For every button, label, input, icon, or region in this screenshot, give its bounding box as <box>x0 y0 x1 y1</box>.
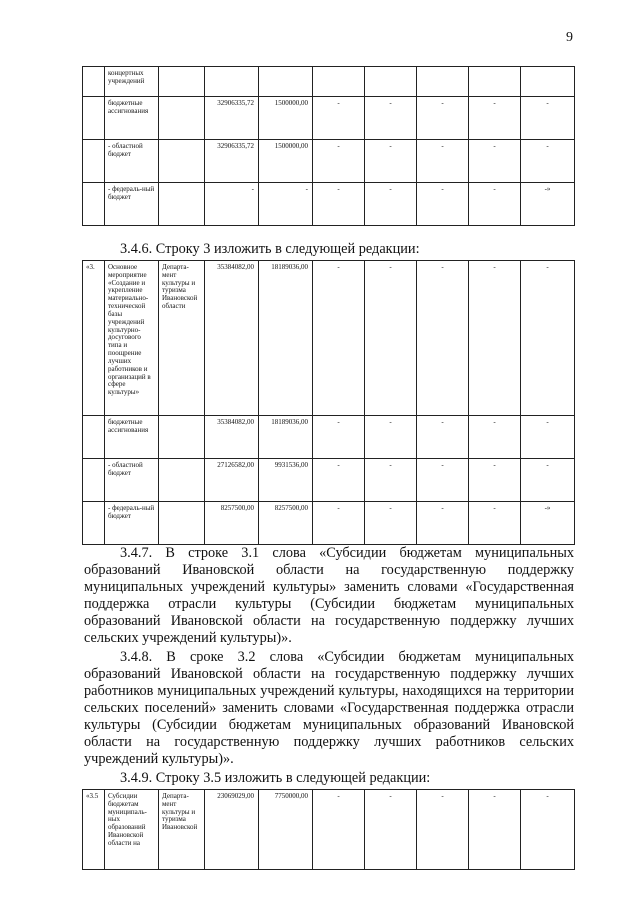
table-row <box>83 502 575 545</box>
year-value-cell: - <box>469 502 521 545</box>
year-value-cell: - <box>365 140 417 183</box>
year-value-cell: - <box>365 416 417 459</box>
year-value-cell: - <box>365 261 417 416</box>
year-value-cell: - <box>469 261 521 416</box>
total-amount-cell <box>205 67 259 97</box>
year-value-cell: - <box>417 261 469 416</box>
year-value-cell: - <box>365 183 417 226</box>
total-amount-cell: 32906335,72 <box>205 140 259 183</box>
year-value-cell: - <box>417 459 469 502</box>
year-value-cell: - <box>521 416 575 459</box>
item-name-cell: - федераль-ный бюджет <box>105 183 159 226</box>
paragraph-3-4-7-text: 3.4.7. В строке 3.1 слова «Субсидии бюджетам муниципальных образований Ивановской области на государственную поддержку муниципальных учреждений культуры» заменить словами «Государственная поддержка отрасли культуры (Субсидии бюджетам муниципальных образований Ивановской области на государственную поддержку лучших сельских учреждений культуры)». <box>84 545 574 646</box>
executor-cell <box>159 459 205 502</box>
year-value-cell: - <box>313 140 365 183</box>
year-value-cell: - <box>469 790 521 870</box>
year-value-cell: - <box>417 97 469 140</box>
year-value-cell <box>521 67 575 97</box>
item-name-cell: бюджетные ассигнования <box>105 416 159 459</box>
paragraph-3-4-8 <box>84 649 574 768</box>
year-amount-cell: 9931536,00 <box>259 459 313 502</box>
table-row <box>83 416 575 459</box>
total-amount-cell: 8257500,00 <box>205 502 259 545</box>
year-value-cell: - <box>417 502 469 545</box>
total-amount-cell: 35384082,00 <box>205 416 259 459</box>
year-value-cell: - <box>521 97 575 140</box>
executor-cell: Департа-мент культуры и туризма Ивановской области <box>159 261 205 416</box>
table-row <box>83 459 575 502</box>
row-number-cell <box>83 416 105 459</box>
row-number-cell <box>83 502 105 545</box>
paragraph-3-4-7 <box>84 545 574 647</box>
year-value-cell: -» <box>521 502 575 545</box>
executor-cell <box>159 97 205 140</box>
year-value-cell: - <box>365 790 417 870</box>
executor-cell <box>159 183 205 226</box>
total-amount-cell: 23069029,00 <box>205 790 259 870</box>
page-number: 9 <box>566 30 573 45</box>
year-value-cell: - <box>313 459 365 502</box>
year-amount-cell <box>259 67 313 97</box>
heading-3-4-6: 3.4.6. Строку 3 изложить в следующей редакции: <box>120 241 420 257</box>
item-name-cell: концертных учреждений <box>105 67 159 97</box>
year-value-cell: - <box>521 459 575 502</box>
table-row <box>83 97 575 140</box>
year-value-cell: - <box>469 416 521 459</box>
table-row <box>83 790 575 870</box>
row-number-cell <box>83 67 105 97</box>
year-value-cell: - <box>365 459 417 502</box>
year-value-cell: - <box>417 183 469 226</box>
year-value-cell: - <box>313 97 365 140</box>
year-amount-cell: 1500000,00 <box>259 97 313 140</box>
row-number-cell <box>83 97 105 140</box>
row-number-cell: «3. <box>83 261 105 416</box>
row-number-cell <box>83 140 105 183</box>
year-value-cell <box>417 67 469 97</box>
year-value-cell: - <box>313 183 365 226</box>
item-name-cell: - федераль-ный бюджет <box>105 502 159 545</box>
year-value-cell: - <box>521 790 575 870</box>
year-value-cell: - <box>365 97 417 140</box>
executor-cell: Департа-мент культуры и туризма Ивановской <box>159 790 205 870</box>
row-number-cell <box>83 459 105 502</box>
year-value-cell: - <box>313 416 365 459</box>
year-value-cell: - <box>469 183 521 226</box>
item-name-cell: Основное мероприятие «Создание и укрепление материально-технической базы учреждений культурно-досугового типа и поощрение лучших работников и организаций в сфере культуры» <box>105 261 159 416</box>
year-value-cell: - <box>469 140 521 183</box>
table-row <box>83 140 575 183</box>
table-row <box>83 67 575 97</box>
year-amount-cell: 18189036,00 <box>259 416 313 459</box>
table-row <box>83 183 575 226</box>
row-number-cell: «3.5 <box>83 790 105 870</box>
year-value-cell: - <box>521 261 575 416</box>
year-value-cell: - <box>417 416 469 459</box>
table-row <box>83 261 575 416</box>
budget-table-continuation <box>82 66 575 226</box>
total-amount-cell: 32906335,72 <box>205 97 259 140</box>
paragraph-3-4-8-text: 3.4.8. В сроке 3.2 слова «Субсидии бюджетам муниципальных образований Ивановской области на государственную поддержку лучших работников муниципальных учреждений культуры, находящихся на территории сельских поселений» заменить словами «Государственная поддержка отрасли культуры (Субсидии бюджетам муниципальных образований Ивановской области на государственную поддержку лучших работников сельских учреждений культуры)». <box>84 649 574 767</box>
item-name-cell: бюджетные ассигнования <box>105 97 159 140</box>
executor-cell <box>159 416 205 459</box>
budget-table-row-3-5 <box>82 789 575 870</box>
row-number-cell <box>83 183 105 226</box>
year-value-cell: - <box>365 502 417 545</box>
item-name-cell: Субсидии бюджетам муниципаль-ных образований Ивановской области на <box>105 790 159 870</box>
year-amount-cell: - <box>259 183 313 226</box>
total-amount-cell: - <box>205 183 259 226</box>
budget-table-row-3 <box>82 260 575 545</box>
executor-cell <box>159 67 205 97</box>
year-value-cell: - <box>313 261 365 416</box>
executor-cell <box>159 140 205 183</box>
executor-cell <box>159 502 205 545</box>
total-amount-cell: 35384082,00 <box>205 261 259 416</box>
year-amount-cell: 8257500,00 <box>259 502 313 545</box>
year-value-cell: - <box>313 502 365 545</box>
year-value-cell: - <box>417 140 469 183</box>
year-value-cell: -» <box>521 183 575 226</box>
year-amount-cell: 7750000,00 <box>259 790 313 870</box>
year-value-cell <box>469 67 521 97</box>
item-name-cell: - областной бюджет <box>105 459 159 502</box>
year-amount-cell: 18189036,00 <box>259 261 313 416</box>
year-amount-cell: 1500000,00 <box>259 140 313 183</box>
year-value-cell: - <box>313 790 365 870</box>
year-value-cell: - <box>417 790 469 870</box>
year-value-cell <box>313 67 365 97</box>
total-amount-cell: 27126582,00 <box>205 459 259 502</box>
year-value-cell: - <box>521 140 575 183</box>
year-value-cell: - <box>469 459 521 502</box>
heading-3-4-9: 3.4.9. Строку 3.5 изложить в следующей редакции: <box>120 770 431 786</box>
year-value-cell <box>365 67 417 97</box>
year-value-cell: - <box>469 97 521 140</box>
item-name-cell: - областной бюджет <box>105 140 159 183</box>
